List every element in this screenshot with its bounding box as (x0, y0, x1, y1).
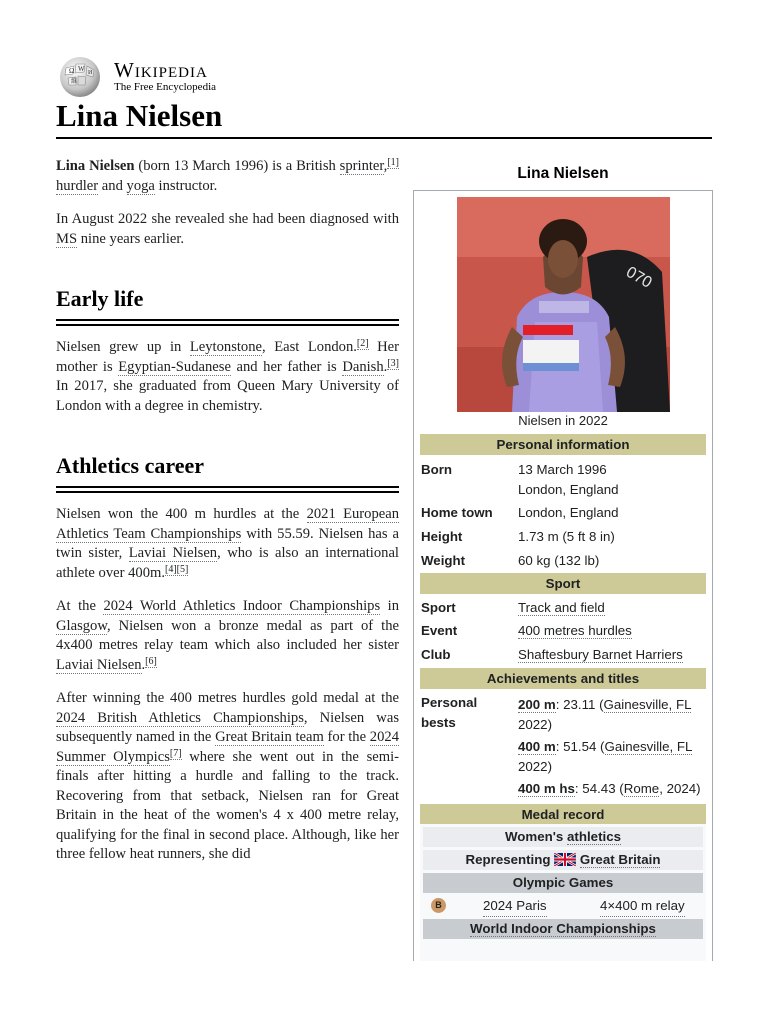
medal-row-2024-paris (423, 896, 703, 916)
text: (born 13 March 1996) is a British (134, 158, 340, 174)
svg-text:070: 070 (623, 263, 655, 292)
link-leytonstone[interactable]: Leytonstone (189, 339, 263, 355)
text: , (383, 158, 388, 174)
value-pb-400m (518, 737, 708, 776)
link-gainesville[interactable]: Gainesville, FL (603, 697, 691, 712)
text: Women's (505, 829, 568, 844)
text: for the (323, 729, 370, 745)
link-danish[interactable]: Danish (342, 358, 384, 375)
athletics-paragraph-2 (56, 597, 399, 675)
svg-text:維: 維 (71, 79, 78, 85)
text: and her father is (230, 358, 343, 375)
label-born: Born (421, 462, 453, 477)
label-weight: Weight (421, 553, 466, 568)
link-4x400-relay[interactable]: 4×400 m relay (600, 896, 685, 917)
link-2024-british-champs[interactable]: 2024 British Athletics Championships (56, 709, 304, 726)
text: where she went out in the semi-finals after hitting a hurdle and falling to the track. Recovering from that setback, Nielsen ran for Great Britain in the heat of the women's 4 x 400 metre relay, qualifying for the final in second place. Although, like her three fellow heat runners, she did (56, 748, 400, 862)
medal-row-world-indoor (423, 919, 703, 939)
title-divider (56, 137, 712, 139)
link-track-and-field[interactable]: Track and field (518, 600, 605, 615)
text: , Nielsen won a bronze medal as part of the 4x400 metres relay team which also included her sister (56, 617, 399, 653)
infobox-title: Lina Nielsen (517, 165, 609, 182)
article-body (56, 157, 399, 879)
text: and (98, 177, 127, 194)
text: nine years earlier. (77, 230, 185, 247)
link-rome[interactable]: Rome (623, 781, 660, 796)
link-laviai-nielsen[interactable]: Laviai Nielsen (128, 545, 218, 561)
athletics-paragraph-1 (56, 505, 399, 583)
link-athletics[interactable]: athletics (567, 829, 621, 844)
text: At the (56, 598, 104, 614)
text: 2022) (518, 758, 553, 774)
value-height: 1.73 m (5 ft 8 in) (518, 529, 615, 544)
heading-athletics-career: Athletics career (56, 453, 205, 478)
link-2021-european-team[interactable]: 2021 European Athletics Team Championships (56, 506, 399, 542)
text: , East London. (262, 339, 357, 355)
citation-6[interactable]: [6] (145, 655, 157, 667)
value-weight: 60 kg (132 lb) (518, 553, 600, 568)
citation-1[interactable]: [1] (387, 157, 399, 168)
medal-row-olympic-games: Olympic Games (423, 873, 703, 893)
link-400m-hurdles[interactable]: 400 metres hurdles (518, 623, 632, 638)
text: Nielsen grew up in (56, 339, 190, 355)
text: . (383, 358, 388, 375)
medal-row-womens-athletics (423, 827, 703, 847)
svg-text:Ω: Ω (69, 67, 75, 75)
medal-record-table (420, 824, 706, 961)
photo-caption: Nielsen in 2022 (518, 413, 608, 428)
value-sport (518, 598, 708, 618)
band-achievements: Achievements and titles (420, 668, 706, 689)
link-great-britain-team[interactable]: Great Britain team (215, 729, 324, 745)
link-400m[interactable]: 400 m (518, 739, 556, 754)
page-title: Lina Nielsen (56, 98, 223, 133)
link-yoga[interactable]: yoga (126, 177, 155, 194)
citation-3[interactable]: [3] (387, 357, 399, 369)
link-laviai-nielsen[interactable]: Laviai Nielsen (56, 656, 142, 673)
subject-name: Lina Nielsen (56, 158, 135, 174)
link-2024-olympics[interactable]: 2024 Summer Olympics (56, 729, 399, 765)
value-pb-400m-hurdles (518, 779, 708, 799)
athletics-paragraph-3 (56, 689, 399, 865)
value-club (518, 645, 708, 665)
wikipedia-logo[interactable] (56, 54, 216, 98)
intro-paragraph-2 (56, 210, 399, 249)
text: in (380, 598, 400, 614)
link-2024-world-indoor[interactable]: 2024 World Athletics Indoor Championships (103, 598, 381, 614)
link-glasgow[interactable]: Glasgow (56, 617, 107, 634)
value-home-town: London, England (518, 505, 619, 520)
link-shaftesbury-barnet[interactable]: Shaftesbury Barnet Harriers (518, 647, 683, 662)
citation-4-5[interactable]: [4][5] (165, 563, 189, 575)
text: : 23.11 ( (555, 697, 604, 712)
band-personal-information: Personal information (420, 434, 706, 455)
text: : 51.54 ( (555, 739, 605, 754)
link-world-indoor-championships[interactable]: World Indoor Championships (470, 921, 656, 936)
link-gainesville[interactable]: Gainesville, FL (604, 739, 692, 754)
link-ms[interactable]: MS (56, 230, 78, 247)
infobox (413, 190, 713, 961)
svg-text:И: И (88, 70, 93, 76)
text: . (141, 656, 146, 673)
label-sport: Sport (421, 600, 456, 615)
heading-rule (56, 491, 399, 493)
wikipedia-tagline: The Free Encyclopedia (114, 81, 217, 93)
text: After winning the 400 metres hurdles gold medal at the (56, 690, 399, 706)
text: , Nielsen was subsequently named in the (56, 709, 399, 745)
label-home-town: Home town (421, 505, 493, 520)
heading-rule (56, 486, 399, 488)
link-sprinter[interactable]: sprinter (339, 158, 384, 174)
text: In August 2022 she revealed she had been diagnosed with (56, 211, 399, 227)
value-born (518, 460, 708, 499)
heading-rule (56, 319, 399, 321)
wikipedia-wordmark: Wikipedia (114, 58, 208, 82)
heading-rule (56, 324, 399, 326)
svg-text:W: W (78, 65, 85, 73)
bronze-medal-icon: B (431, 898, 446, 913)
uk-flag-icon (554, 853, 576, 866)
link-400m-hs[interactable]: 400 m hs (518, 781, 575, 796)
text: Representing (465, 852, 555, 867)
medal-row-representing (423, 850, 703, 870)
heading-early-life: Early life (56, 286, 144, 311)
link-egyptian-sudanese[interactable]: Egyptian-Sudanese (118, 358, 231, 375)
link-great-britain[interactable]: Great Britain (579, 852, 661, 867)
text: with 55.59. Nielsen has a twin sister, (56, 525, 399, 561)
intro-paragraph-1 (56, 157, 399, 196)
value-event (518, 621, 708, 641)
born-place: London, England (518, 481, 619, 497)
citation-2[interactable]: [2] (356, 338, 369, 349)
athlete-photo[interactable] (457, 197, 670, 412)
label-club: Club (421, 647, 451, 662)
text: instructor. (154, 177, 218, 194)
label-event: Event (421, 623, 458, 638)
text: , who is also an international athlete over 400m. (56, 545, 399, 581)
wikipedia-globe-icon (56, 54, 104, 98)
section-athletics-career (56, 452, 399, 493)
athlete-photo-image (457, 197, 670, 412)
text: , 2024) (659, 781, 701, 796)
section-early-life (56, 285, 399, 326)
text: Nielsen won the 400 m hurdles at the (56, 506, 307, 522)
label-height: Height (421, 529, 463, 544)
text: In 2017, she graduated from Queen Mary University of London with a degree in chemistry. (56, 378, 399, 414)
born-date: 13 March 1996 (518, 462, 607, 477)
early-life-paragraph (56, 338, 399, 416)
label-personal-bests: Personal bests (421, 695, 478, 730)
band-sport: Sport (420, 573, 706, 594)
text: 2022) (518, 716, 553, 732)
band-medal-record: Medal record (420, 804, 706, 825)
text: Her mother is (56, 339, 400, 375)
text: : 54.43 ( (574, 781, 624, 796)
link-hurdler[interactable]: hurdler (56, 177, 99, 194)
citation-7[interactable]: [7] (169, 747, 182, 759)
value-pb-200m (518, 695, 708, 734)
link-200m[interactable]: 200 m (518, 697, 556, 712)
link-2024-paris[interactable]: 2024 Paris (483, 896, 547, 917)
